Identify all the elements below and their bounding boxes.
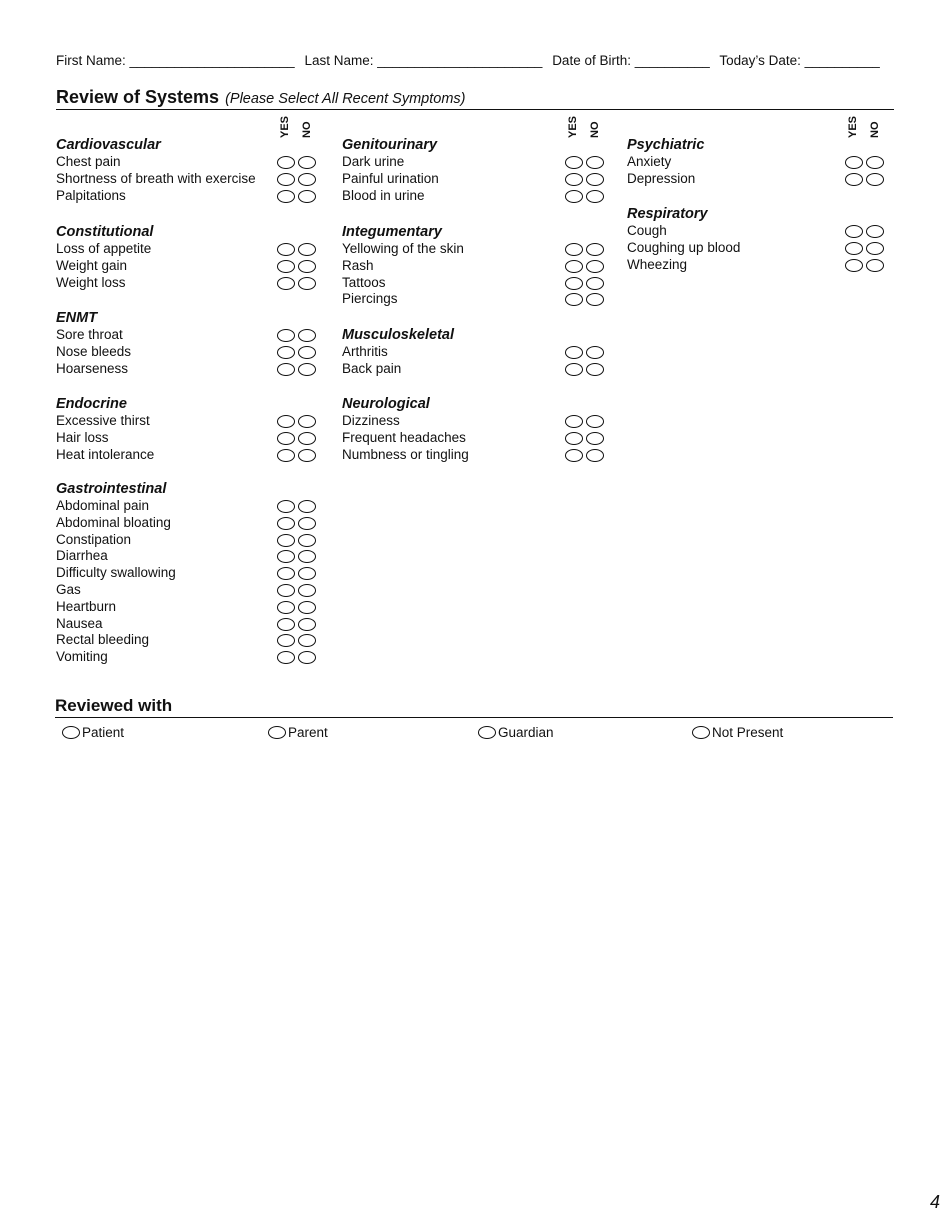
no-radio[interactable] (586, 293, 604, 306)
yes-no-radio-group (277, 517, 319, 531)
yes-no-radio-group (277, 363, 319, 377)
yes-no-radio-group (565, 363, 607, 377)
no-radio[interactable] (866, 242, 884, 255)
yes-no-radio-group (277, 277, 319, 291)
symptom-label: Vomiting (56, 649, 108, 665)
yes-radio[interactable] (277, 346, 295, 359)
symptom-row (627, 171, 897, 188)
yes-no-radio-group (277, 500, 319, 514)
no-radio[interactable] (298, 550, 316, 563)
section-title: Constitutional (56, 224, 154, 240)
section-title: Respiratory (627, 206, 708, 222)
yes-no-radio-group (277, 567, 319, 581)
symptom-section (56, 223, 326, 291)
yes-no-radio-group (845, 173, 887, 187)
symptom-label: Piercings (342, 291, 398, 307)
symptom-row (56, 413, 326, 430)
yes-no-radio-group (277, 156, 319, 170)
no-radio[interactable] (298, 432, 316, 445)
reviewed-with-patient[interactable] (62, 724, 124, 742)
yes-radio[interactable] (277, 601, 295, 614)
yes-no-radio-group (277, 432, 319, 446)
yes-radio[interactable] (277, 651, 295, 664)
no-column-label: NO (589, 121, 601, 138)
symptom-row (56, 188, 326, 205)
yes-no-radio-group (277, 415, 319, 429)
yes-radio[interactable] (565, 156, 583, 169)
symptom-row (56, 599, 326, 616)
symptom-section (627, 136, 897, 188)
symptom-label: Dizziness (342, 413, 400, 428)
symptom-row (56, 649, 326, 666)
section-title: Psychiatric (627, 137, 705, 153)
yes-radio[interactable] (565, 243, 583, 256)
yes-no-radio-group (277, 190, 319, 204)
yes-radio[interactable] (565, 449, 583, 462)
yes-radio[interactable] (277, 432, 295, 445)
symptom-row (56, 548, 326, 565)
symptom-row (627, 154, 897, 171)
reviewed-option-label: Guardian (498, 725, 554, 740)
yes-radio[interactable] (845, 259, 863, 272)
symptom-row (342, 361, 612, 378)
symptom-label: Rash (342, 257, 374, 273)
symptom-label: Constipation (56, 531, 132, 547)
symptom-row (627, 257, 897, 274)
reviewed-with-title: Reviewed with (55, 696, 173, 715)
no-radio[interactable] (586, 173, 604, 186)
no-radio[interactable] (866, 259, 884, 272)
page-number: 4 (930, 1192, 941, 1212)
yes-radio[interactable] (845, 173, 863, 186)
symptom-label: Loss of appetite (56, 241, 152, 256)
yes-radio[interactable] (277, 567, 295, 580)
no-radio[interactable] (298, 277, 316, 290)
symptom-label: Coughing up blood (627, 239, 741, 255)
yes-radio[interactable] (277, 260, 295, 273)
reviewed-with-heading (55, 696, 893, 718)
no-radio[interactable] (298, 534, 316, 547)
yes-radio[interactable] (565, 190, 583, 203)
no-radio[interactable] (298, 173, 316, 186)
symptom-row (56, 361, 326, 378)
yes-no-radio-group (565, 260, 607, 274)
yes-radio[interactable] (277, 277, 295, 290)
reviewed-option-label: Not Present (712, 725, 784, 740)
no-radio[interactable] (298, 500, 316, 513)
no-radio[interactable] (298, 601, 316, 614)
no-column-label: NO (301, 121, 313, 138)
symptom-label: Back pain (342, 360, 402, 376)
no-radio[interactable] (866, 225, 884, 238)
symptom-row (342, 258, 612, 275)
symptom-section (342, 136, 612, 204)
no-radio[interactable] (298, 243, 316, 256)
no-radio[interactable] (586, 190, 604, 203)
symptom-label: Nose bleeds (56, 343, 132, 359)
symptom-label: Chest pain (56, 154, 121, 169)
yes-radio[interactable] (565, 432, 583, 445)
no-radio[interactable] (298, 651, 316, 664)
no-radio[interactable] (586, 449, 604, 462)
symptom-row (342, 447, 612, 464)
symptom-label: Abdominal pain (56, 498, 150, 513)
yes-radio[interactable] (565, 293, 583, 306)
symptom-row (56, 515, 326, 532)
symptom-label: Gas (56, 581, 81, 597)
no-radio[interactable] (298, 584, 316, 597)
symptom-row (342, 291, 612, 308)
no-radio[interactable] (586, 243, 604, 256)
symptom-label: Hair loss (56, 429, 109, 445)
yes-radio[interactable] (565, 415, 583, 428)
radio-circle[interactable] (62, 726, 80, 739)
yes-column-label: YES (567, 115, 579, 138)
no-radio[interactable] (586, 415, 604, 428)
yes-radio[interactable] (277, 584, 295, 597)
yes-column-label: YES (279, 115, 291, 138)
yes-radio[interactable] (277, 329, 295, 342)
yes-no-radio-group (565, 173, 607, 187)
symptom-row (56, 616, 326, 633)
symptom-section (56, 309, 326, 377)
symptom-label: Cough (627, 223, 667, 238)
symptom-section (342, 395, 612, 463)
yes-no-radio-group (277, 173, 319, 187)
no-radio[interactable] (586, 363, 604, 376)
yes-no-radio-group (845, 259, 887, 273)
no-radio[interactable] (298, 363, 316, 376)
no-radio[interactable] (298, 517, 316, 530)
yes-radio[interactable] (845, 225, 863, 238)
symptom-section (56, 395, 326, 463)
yes-radio[interactable] (845, 242, 863, 255)
symptom-label: Painful urination (342, 170, 439, 186)
symptom-row (56, 241, 326, 258)
yes-radio[interactable] (277, 550, 295, 563)
symptom-row (56, 327, 326, 344)
no-radio[interactable] (298, 618, 316, 631)
reviewed-with-parent[interactable] (268, 724, 328, 742)
no-radio[interactable] (298, 634, 316, 647)
yes-no-radio-group (277, 618, 319, 632)
symptom-label: Blood in urine (342, 187, 425, 203)
symptom-label: Shortness of breath with exercise (56, 170, 256, 186)
symptom-label: Rectal bleeding (56, 632, 150, 648)
symptom-row (56, 582, 326, 599)
symptom-row (342, 344, 612, 361)
symptom-label: Sore throat (56, 327, 123, 342)
symptom-label: Difficulty swallowing (56, 565, 176, 581)
symptom-label: Numbness or tingling (342, 446, 469, 462)
yes-radio[interactable] (277, 173, 295, 186)
no-radio[interactable] (586, 156, 604, 169)
yes-radio[interactable] (277, 534, 295, 547)
symptom-label: Palpitations (56, 187, 126, 203)
section-title: Endocrine (56, 396, 127, 412)
patient-info-line (56, 53, 894, 68)
no-radio[interactable] (298, 415, 316, 428)
symptom-label: Depression (627, 170, 696, 186)
page-title: Review of Systems (56, 87, 220, 107)
yes-radio[interactable] (565, 277, 583, 290)
symptom-label: Frequent headaches (342, 429, 466, 445)
symptom-section (342, 326, 612, 378)
symptom-row (56, 154, 326, 171)
yes-no-radio-group (565, 277, 607, 291)
yes-no-radio-group (565, 293, 607, 307)
symptom-label: Weight gain (56, 257, 128, 273)
yes-radio[interactable] (565, 173, 583, 186)
yes-no-radio-group (277, 651, 319, 665)
todays-date-field[interactable]: Today’s Date: __________ (719, 53, 880, 68)
symptom-row (342, 154, 612, 171)
yes-no-radio-group (845, 156, 887, 170)
no-radio[interactable] (298, 156, 316, 169)
yes-no-radio-group (845, 242, 887, 256)
no-radio[interactable] (586, 432, 604, 445)
yes-no-radio-group (277, 634, 319, 648)
radio-circle[interactable] (692, 726, 710, 739)
yes-radio[interactable] (277, 618, 295, 631)
section-title: ENMT (56, 310, 98, 326)
yes-no-radio-group (277, 243, 319, 257)
yes-no-radio-group (277, 584, 319, 598)
section-title: Genitourinary (342, 137, 438, 153)
section-title: Gastrointestinal (56, 481, 167, 497)
yes-radio[interactable] (277, 415, 295, 428)
no-radio[interactable] (866, 173, 884, 186)
reviewed-option-label: Patient (82, 725, 125, 740)
yes-column-label: YES (847, 115, 859, 138)
yes-no-radio-group (565, 243, 607, 257)
no-radio[interactable] (866, 156, 884, 169)
yes-no-radio-group (277, 534, 319, 548)
no-radio[interactable] (298, 329, 316, 342)
yes-no-radio-group (565, 346, 607, 360)
symptom-row (56, 447, 326, 464)
page-subtitle: (Please Select All Recent Symptoms) (225, 91, 466, 107)
yes-no-radio-group (565, 190, 607, 204)
yes-radio[interactable] (277, 243, 295, 256)
radio-circle[interactable] (478, 726, 496, 739)
first-name-field[interactable]: First Name: ______________________ (56, 53, 295, 68)
symptom-row (342, 188, 612, 205)
symptom-section (56, 136, 326, 204)
radio-circle[interactable] (268, 726, 286, 739)
yes-radio[interactable] (277, 500, 295, 513)
yes-radio[interactable] (565, 346, 583, 359)
symptom-row (342, 171, 612, 188)
last-name-field[interactable]: Last Name: ______________________ (304, 53, 543, 68)
symptom-label: Diarrhea (56, 548, 108, 564)
symptom-row (56, 275, 326, 292)
no-radio[interactable] (586, 260, 604, 273)
symptom-label: Weight loss (56, 274, 126, 290)
symptom-row (56, 498, 326, 515)
symptom-label: Excessive thirst (56, 413, 150, 428)
symptom-label: Yellowing of the skin (342, 241, 464, 256)
no-radio[interactable] (298, 260, 316, 273)
symptom-section (627, 205, 897, 273)
symptom-row (56, 632, 326, 649)
yes-no-radio-group (565, 449, 607, 463)
symptom-label: Heartburn (56, 598, 117, 614)
yes-radio[interactable] (277, 190, 295, 203)
reviewed-option-label: Parent (288, 725, 328, 740)
symptom-row (56, 532, 326, 549)
section-title: Cardiovascular (56, 137, 161, 153)
symptom-row (342, 430, 612, 447)
reviewed-with-not-present[interactable] (692, 724, 783, 742)
yes-no-radio-group (277, 329, 319, 343)
symptom-label: Wheezing (627, 256, 688, 272)
yes-no-radio-group (277, 550, 319, 564)
symptom-label: Heat intolerance (56, 446, 155, 462)
yes-radio[interactable] (277, 363, 295, 376)
symptom-row (56, 430, 326, 447)
yes-no-radio-group (845, 225, 887, 239)
yes-no-radio-group (277, 260, 319, 274)
yes-no-radio-group (277, 449, 319, 463)
symptom-label: Tattoos (342, 274, 386, 290)
symptom-label: Abdominal bloating (56, 514, 171, 530)
no-radio[interactable] (586, 277, 604, 290)
symptom-label: Hoarseness (56, 360, 129, 376)
no-radio[interactable] (586, 346, 604, 359)
no-column-label: NO (869, 121, 881, 138)
yes-radio[interactable] (565, 260, 583, 273)
section-title: Musculoskeletal (342, 327, 455, 343)
section-title: Neurological (342, 396, 430, 412)
symptom-label: Dark urine (342, 154, 405, 169)
yes-radio[interactable] (277, 449, 295, 462)
symptom-label: Nausea (56, 615, 103, 631)
symptom-label: Arthritis (342, 344, 388, 359)
yes-radio[interactable] (277, 634, 295, 647)
review-of-systems-heading (56, 87, 894, 110)
date-of-birth-field[interactable]: Date of Birth: __________ (552, 53, 710, 68)
symptom-label: Anxiety (627, 154, 672, 169)
yes-radio[interactable] (277, 156, 295, 169)
yes-radio[interactable] (565, 363, 583, 376)
symptom-row (56, 258, 326, 275)
symptom-row (342, 241, 612, 258)
no-radio[interactable] (298, 567, 316, 580)
section-title: Integumentary (342, 224, 442, 240)
symptom-row (342, 413, 612, 430)
symptom-row (342, 275, 612, 292)
reviewed-with-guardian[interactable] (478, 724, 554, 742)
yes-radio[interactable] (845, 156, 863, 169)
symptom-row (56, 565, 326, 582)
symptom-row (627, 240, 897, 257)
no-radio[interactable] (298, 346, 316, 359)
symptom-row (627, 223, 897, 240)
yes-no-radio-group (277, 346, 319, 360)
yes-no-radio-group (565, 432, 607, 446)
yes-no-radio-group (565, 415, 607, 429)
yes-no-radio-group (565, 156, 607, 170)
no-radio[interactable] (298, 449, 316, 462)
symptom-row (56, 344, 326, 361)
symptom-row (56, 171, 326, 188)
yes-radio[interactable] (277, 517, 295, 530)
symptom-section (56, 480, 326, 666)
symptom-section (342, 223, 612, 308)
yes-no-radio-group (277, 601, 319, 615)
no-radio[interactable] (298, 190, 316, 203)
